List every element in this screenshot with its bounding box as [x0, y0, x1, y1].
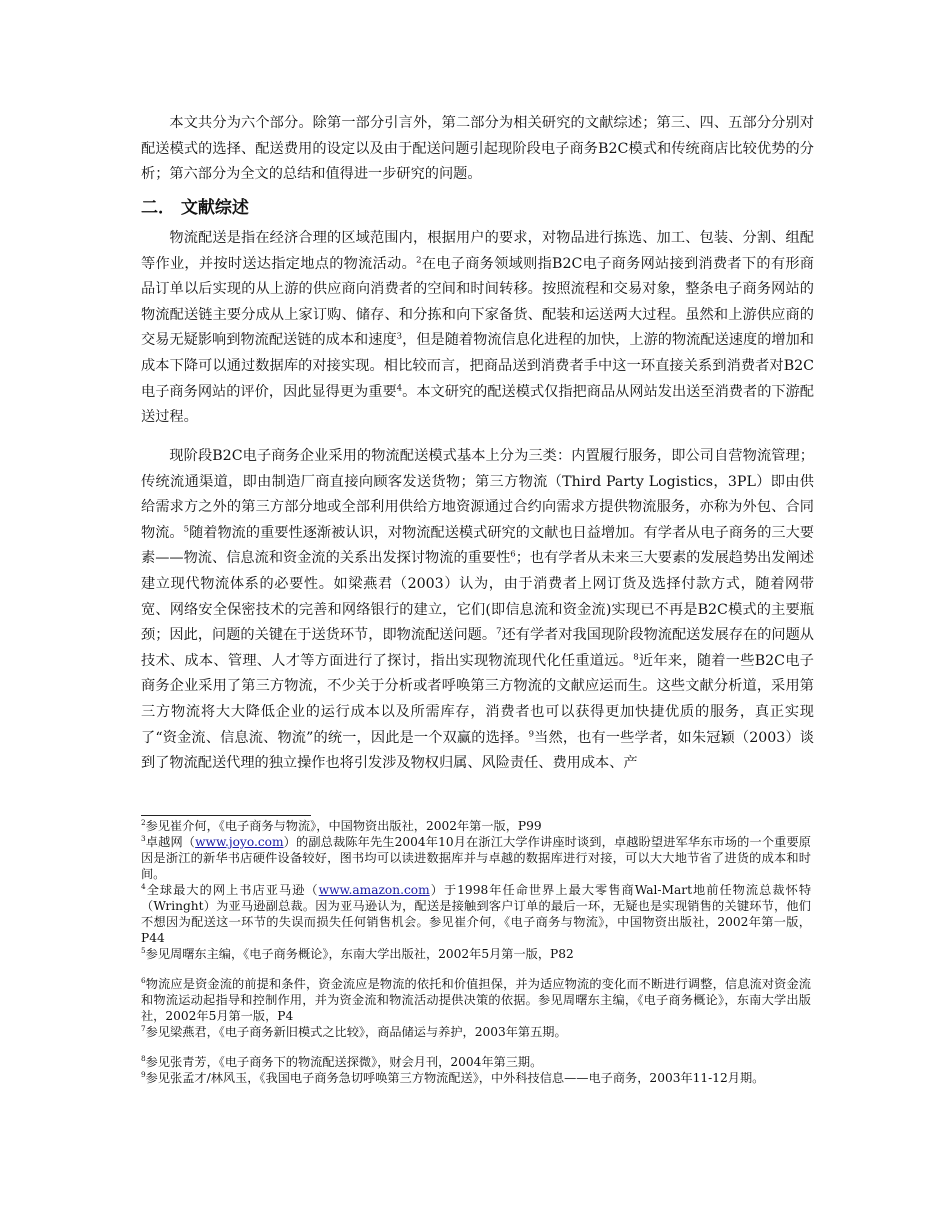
- footnote-text: 参见周曙东主编，《电子商务概论》，东南大学出版社，2002年5月第一版，P82: [145, 947, 574, 961]
- footnote-3: [141, 834, 811, 882]
- footnotes-section: [141, 818, 811, 1086]
- footnote-ref[interactable]: 8: [633, 652, 639, 663]
- footnote-text: 卓越网（: [145, 835, 196, 849]
- text-run: 随着物流的重要性逐渐被认识，对物流配送模式研究的文献也日益增加。有学者从电子商务的三大要素——物流、信息流和资金流的关系出发探讨物流的重要性: [141, 524, 814, 567]
- text-run: ；也有学者从未来三大要素的发展趋势出发阐述建立现代物流体系的必要性。如梁燕君（2003）认为，由于消费者上网订货及选择付款方式，随着网带宽、网络安全保密技术的完善和网络银行的建立，它们(即信息流和资金流)实现已不再是B2C模式的主要瓶颈；因此，问题的关键在于送货环节，即物流配送问题。: [141, 550, 814, 644]
- footnote-number: 5: [141, 945, 146, 955]
- footnote-text: ）的副总裁陈年先生2004年10月在浙江大学作讲座时谈到，卓越盼望进军华东市场的一个重要原因是浙江的新华书店硬件设备较好，图书均可以读进数据库并与卓越的数据库进行对接，可以大大地节省了进货的成本和时间。: [141, 835, 811, 881]
- footnote-ref[interactable]: 2: [416, 254, 422, 265]
- footnote-4: [141, 882, 811, 946]
- text-run: 。本文研究的配送模式仅指把商品从网站发出送至消费者的下游配送过程。: [141, 383, 814, 426]
- paragraph-delivery-modes: [141, 444, 814, 812]
- footnote-7: [141, 1024, 811, 1040]
- footnote-number: 7: [141, 1023, 146, 1033]
- footnote-ref[interactable]: 7: [496, 626, 502, 637]
- footnote-number: 3: [141, 833, 146, 843]
- footnote-text: 参见张青芳，《电子商务下的物流配送探微》，财会月刊，2004年第三期。: [145, 1055, 543, 1069]
- footnote-text: 参见张孟才/林风玉，《我国电子商务急切呼唤第三方物流配送》，中外科技信息——电子商务，2003年11-12月期。: [145, 1071, 765, 1085]
- footnote-number: 8: [141, 1053, 146, 1063]
- paragraph-logistics-definition: [141, 226, 814, 431]
- footnote-6: [141, 976, 811, 1024]
- footnote-number: 2: [141, 817, 146, 827]
- footnote-number: 4: [141, 881, 146, 891]
- footnote-divider: [141, 815, 311, 816]
- footnote-number: 9: [141, 1069, 146, 1079]
- footnote-ref[interactable]: 4: [396, 382, 403, 393]
- footnote-text: 参见崔介何，《电子商务与物流》，中国物资出版社，2002年第一版，P99: [145, 819, 542, 833]
- footnote-text: 全球最大的网上书店亚马逊（: [145, 883, 319, 897]
- text-run: 物流配送是指在经济合理的区域范围内，根据用户的要求，对物品进行拣选、加工、包装、分割、组配等作业，并按时送达指定地点的物流活动。: [141, 230, 814, 272]
- amazon-link[interactable]: www.amazon.com: [318, 883, 430, 897]
- footnote-9: [141, 1070, 811, 1086]
- text-run: 近年来，随着一些B2C电子商务企业采用了第三方物流，不少关于分析或者呼唤第三方物流的文献应运而生。这些文献分析道，采用第三方物流将大大降低企业的运行成本以及所需库存，消费者也可以获得更加快捷优质的服务，真正实现了“资金流、信息流、物流”的统一，因此是一个双赢的选择。: [141, 652, 814, 746]
- footnote-ref[interactable]: 3: [396, 331, 403, 342]
- text-run: ，但是随着物流信息化进程的加快，上游的物流配送速度的增加和成本下降可以通过数据库的对接实现。相比较而言，把商品送到消费者手中这一环直接关系到消费者对B2C电子商务网站的评价，因此显得更为重要: [141, 332, 814, 400]
- footnote-ref[interactable]: 9: [528, 728, 534, 739]
- intro-paragraph: 本文共分为六个部分。除第一部分引言外，第二部分为相关研究的文献综述；第三、四、五部分分别对配送模式的选择、配送费用的设定以及由于配送问题引起现阶段电子商务B2C模式和传统商店比较优势的分析；第六部分为全文的总结和值得进一步研究的问题。: [141, 115, 814, 183]
- footnote-text: 物流应是资金流的前提和条件，资金流应是物流的依托和价值担保，并为适应物流的变化而不断进行调整，信息流对资金流和物流运动起指导和控制作用，并为资金流和物流活动提供决策的依据。参见周曙东主编，《电子商务概论》，东南大学出版社，2002年5月第一版，P4: [141, 977, 811, 1023]
- footnote-ref[interactable]: 5: [183, 524, 190, 535]
- section-heading: 二． 文献综述: [141, 198, 249, 218]
- footnote-ref[interactable]: 6: [510, 549, 516, 560]
- footnote-number: 6: [141, 975, 146, 985]
- footnote-5: [141, 946, 811, 962]
- text-run: 还有学者对我国现阶段物流配送发展存在的问题从技术、成本、管理、人才等方面进行了探讨，指出实现物流现代化任重道远。: [141, 627, 814, 669]
- footnote-text: ）于1998年任命世界上最大零售商Wal-Mart地前任物流总裁怀特（Wringht）为亚马逊副总裁。因为亚马逊认为，配送是接触到客户订单的最后一环，无疑也是实现销售的关键环节，他们不想因为配送这一环节的失误而损失任何销售机会。参见崔介何，《电子商务与物流》，中国物资出版社，2002年第一版，P44: [141, 883, 812, 945]
- joyo-link[interactable]: www.joyo.com: [195, 835, 284, 849]
- footnote-text: 参见梁燕君，《电子商务新旧模式之比较》，商品储运与养护，2003年第五期。: [145, 1025, 567, 1039]
- text-run: 当然，也有一些学者，如朱冠颖（2003）谈到了物流配送代理的独立操作也将引发涉及物权归属、风险责任、费用成本、产: [141, 729, 814, 772]
- text-run: 在电子商务领域则指B2C电子商务网站接到消费者下的有形商品订单以后实现的从上游的供应商向消费者的空间和时间转移。按照流程和交易对象，整条电子商务网站的物流配送链主要分成从上家订购、储存、和分拣和向下家备货、配装和运送两大过程。虽然和上游供应商的交易无疑影响到物流配送链的成本和速度: [141, 255, 814, 349]
- text-run: 现阶段B2C电子商务企业采用的物流配送模式基本上分为三类：内置履行服务，即公司自营物流管理；传统流通渠道，即由制造厂商直接向顾客发送货物；第三方物流（Third Party Logistics，3PL）即由供给需求方之外的第三方部分地或全部利用供给方地资源通过合约向需求方提供物流服务，亦称为外包、合同物流。: [141, 448, 814, 541]
- footnote-2: [141, 818, 811, 834]
- footnote-8: [141, 1054, 811, 1070]
